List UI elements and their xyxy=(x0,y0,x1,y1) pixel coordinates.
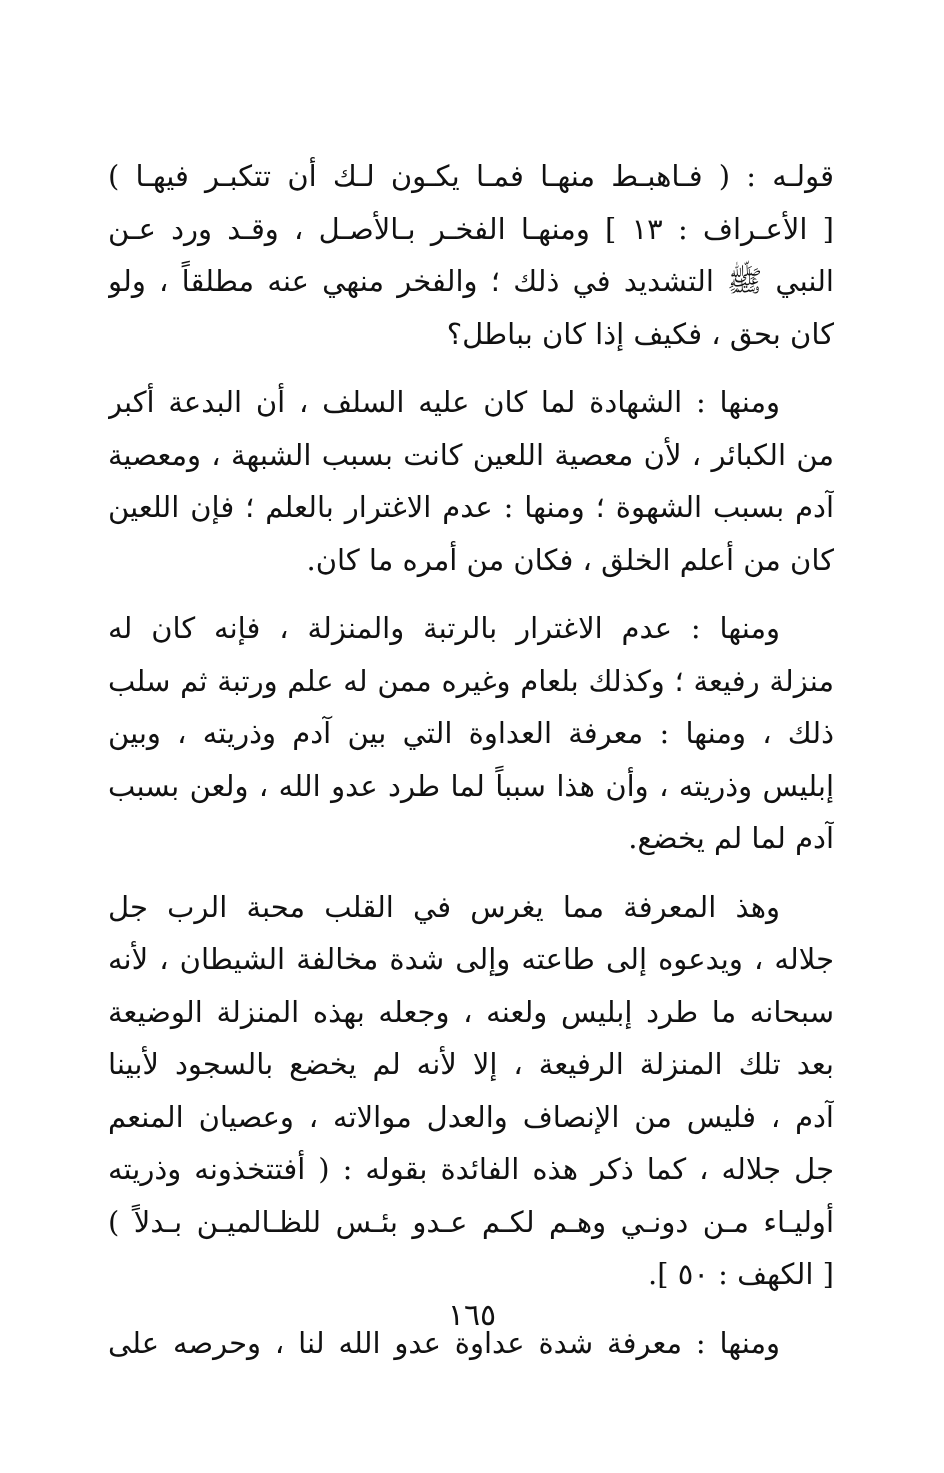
text-line: وهذ المعرفة مما يغرس في القلب محبة الرب جل xyxy=(108,889,780,924)
text-line: من الكبائر ، لأن معصية اللعين كانت بسبب الشبهة ، ومعصية xyxy=(108,437,834,472)
page-body xyxy=(108,150,834,1385)
text-line: إبليس وذريته ، وأن هذا سبباً لما طرد عدو الله ، ولعن بسبب xyxy=(108,768,834,803)
text-line: منزلة رفيعة ؛ وكذلك بلعام وغيره ممن له علم ورتبة ثم سلب xyxy=(108,663,834,698)
paragraph-2 xyxy=(108,376,834,586)
text-line: [ الكهف : ٥٠ ]. xyxy=(648,1257,834,1291)
text-line: آدم ، فليس من الإنصاف والعدل موالاته ، وعصيان المنعم xyxy=(108,1099,834,1134)
paragraph-3 xyxy=(108,602,834,865)
text-line: جل جلاله ، كما ذكر هذه الفائدة بقوله : ( أفتتخذونه وذريته xyxy=(108,1152,834,1186)
text-line: بعد تلك المنزلة الرفيعة ، إلا لأنه لم يخضع بالسجود لأبينا xyxy=(108,1047,834,1081)
text-line: أوليـاء مـن دونـي وهـم لكـم عـدو بئـس للظـالميـن بـدلاً ) xyxy=(108,1204,834,1239)
text-line: كان بحق ، فكيف إذا كان بباطل؟ xyxy=(446,316,834,351)
text-line: سبحانه ما طرد إبليس ولعنه ، وجعله بهذه المنزلة الوضيعة xyxy=(108,994,834,1029)
page-number: ١٦٥ xyxy=(447,1298,497,1333)
text-line: [ الأعـراف : ١٣ ] ومنهـا الفخـر بـالأصـل ، وقـد ورد عـن xyxy=(108,211,834,246)
text-line: آدم بسبب الشهوة ؛ ومنها : عدم الاغترار بالعلم ؛ فإن اللعين xyxy=(108,490,834,524)
text-line: ومنها : عدم الاغترار بالرتبة والمنزلة ، فإنه كان له xyxy=(108,611,780,645)
paragraph-1 xyxy=(108,150,834,360)
text-line: قولـه : ( فـاهبـط منهـا فمـا يكـون لـك أن تتكبـر فيهـا ) xyxy=(108,159,834,193)
text-line: آدم لما لم يخضع. xyxy=(628,821,834,855)
text-line: ومنها : الشهادة لما كان عليه السلف ، أن البدعة أكبر xyxy=(108,385,780,419)
text-line: النبي ﷺ التشديد في ذلك ؛ والفخر منهي عنه مطلقاً ، ولو xyxy=(108,264,834,298)
text-line: جلاله ، ويدعوه إلى طاعته وإلى شدة مخالفة الشيطان ، لأنه xyxy=(108,942,834,976)
paragraph-4 xyxy=(108,881,834,1301)
text-line: كان من أعلم الخلق ، فكان من أمره ما كان. xyxy=(306,542,834,577)
text-line: ذلك ، ومنها : معرفة العداوة التي بين آدم وذريته ، وبين xyxy=(108,716,834,750)
text-line: ومنها : معرفة شدة عداوة عدو الله لنا ، وحرصه على xyxy=(108,1325,780,1360)
